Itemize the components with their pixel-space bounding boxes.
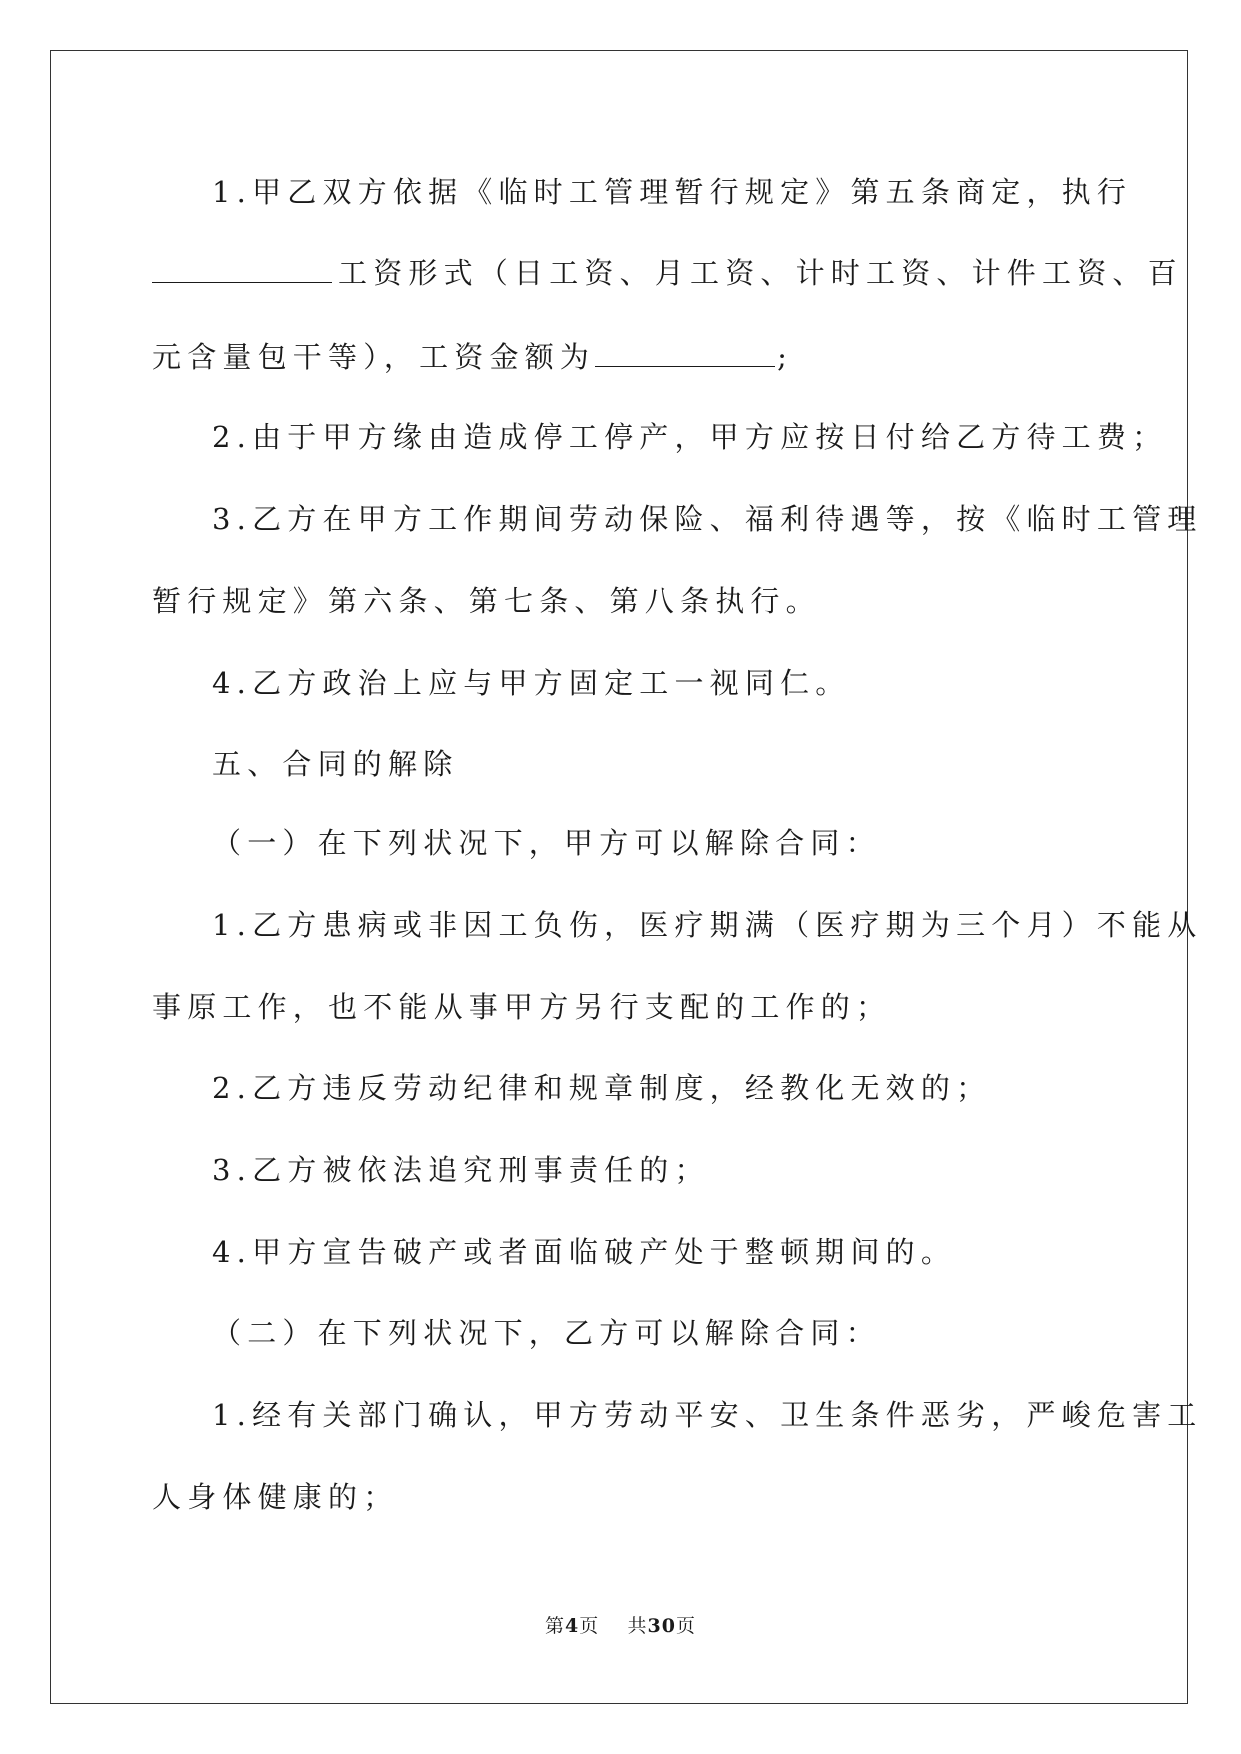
subsection-heading: （二）在下列状况下，乙方可以解除合同： [212, 1316, 881, 1350]
page-suffix: 页 [579, 1615, 600, 1637]
paragraph-line: 2.乙方违反劳动纪律和规章制度，经教化无效的； [212, 1071, 992, 1105]
total-prefix: 共 [627, 1615, 648, 1637]
fill-in-blank [152, 252, 332, 283]
paragraph-line: 人身体健康的； [152, 1480, 399, 1514]
total-suffix: 页 [675, 1615, 696, 1637]
paragraph-line: 暂行规定》第六条、第七条、第八条执行。 [152, 584, 821, 618]
paragraph-line: 工资形式（日工资、月工资、计时工资、计件工资、百 [152, 252, 1183, 293]
page-border [50, 50, 1188, 1704]
fill-in-blank [595, 336, 775, 367]
paragraph-line: 2.由于甲方缘由造成停工停产，甲方应按日付给乙方待工费； [212, 420, 1168, 454]
page-number: 4 [565, 1615, 580, 1637]
page-prefix: 第 [545, 1615, 566, 1637]
page-footer [0, 1611, 1241, 1638]
paragraph-line: 1.甲乙双方依据《临时工管理暂行规定》第五条商定，执行 [212, 175, 1133, 209]
paragraph-line: 事原工作，也不能从事甲方另行支配的工作的； [152, 990, 892, 1024]
paragraph-line: 元含量包干等），工资金额为 ; [152, 336, 793, 377]
paragraph-line: 4.甲方宣告破产或者面临破产处于整顿期间的。 [212, 1235, 957, 1269]
paragraph-line: 3.乙方被依法追究刑事责任的； [212, 1153, 710, 1187]
paragraph-line: 1.乙方患病或非因工负伤，医疗期满（医疗期为三个月）不能从 [212, 908, 1203, 942]
paragraph-line: 3.乙方在甲方工作期间劳动保险、福利待遇等，按《临时工管理 [212, 502, 1203, 536]
section-heading: 五、合同的解除 [212, 747, 459, 781]
paragraph-line: 1.经有关部门确认，甲方劳动平安、卫生条件恶劣，严峻危害工 [212, 1398, 1203, 1432]
paragraph-line: 4.乙方政治上应与甲方固定工一视同仁。 [212, 666, 851, 700]
subsection-heading: （一）在下列状况下，甲方可以解除合同： [212, 826, 881, 860]
total-pages: 30 [647, 1615, 676, 1637]
